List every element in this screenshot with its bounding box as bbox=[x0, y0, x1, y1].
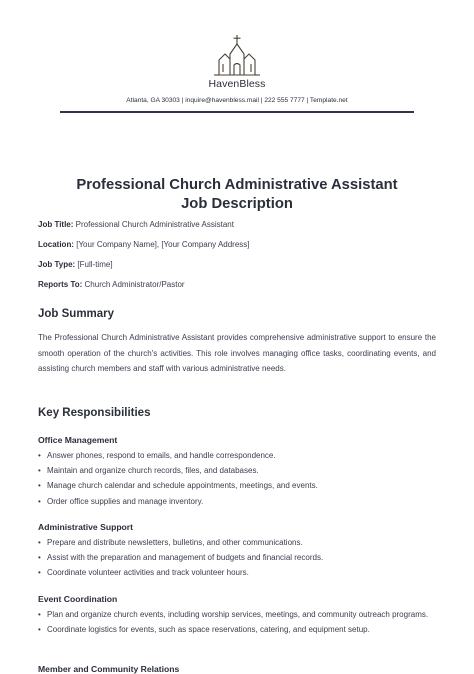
administrative-support-list bbox=[38, 535, 436, 581]
field-value: Professional Church Administrative Assistant bbox=[75, 220, 234, 229]
list-item: • Plan and organize church events, including worship services, meetings, and community outreach programs. bbox=[38, 607, 436, 622]
field-value: [Your Company Name], [Your Company Address] bbox=[76, 240, 250, 249]
section-heading-responsibilities: Key Responsibilities bbox=[38, 407, 151, 419]
subheading-member-community-relations: Member and Community Relations bbox=[38, 664, 180, 674]
field-label: Location: bbox=[38, 240, 74, 249]
field-label: Job Type: bbox=[38, 260, 76, 269]
field-value: Church Administrator/Pastor bbox=[84, 280, 185, 289]
field-label: Reports To: bbox=[38, 280, 83, 289]
office-management-list bbox=[38, 448, 436, 509]
subheading-office-management: Office Management bbox=[38, 435, 118, 445]
page-title bbox=[38, 176, 436, 214]
church-icon bbox=[211, 34, 263, 76]
subheading-event-coordination: Event Coordination bbox=[38, 594, 118, 604]
list-item: • Prepare and distribute newsletters, bulletins, and other communications. bbox=[38, 535, 436, 550]
field-reports-to bbox=[38, 280, 185, 289]
field-job-title bbox=[38, 220, 234, 229]
title-line-2: Job Description bbox=[181, 196, 293, 212]
list-item: • Order office supplies and manage inventory. bbox=[38, 494, 436, 509]
subheading-administrative-support: Administrative Support bbox=[38, 522, 134, 532]
brand-name: HavenBless bbox=[208, 78, 266, 90]
list-item: • Manage church calendar and schedule appointments, meetings, and events. bbox=[38, 478, 436, 493]
logo-block bbox=[0, 34, 474, 90]
title-line-1: Professional Church Administrative Assistant bbox=[76, 177, 398, 193]
list-item: • Coordinate logistics for events, such as space reservations, catering, and equipment setup. bbox=[38, 622, 436, 637]
summary-paragraph: The Professional Church Administrative Assistant provides comprehensive administrative support to ensure the smooth operation of the church's activities. This role involves managing office tasks, coordinating events, and assisting church members and staff with various administrative needs. bbox=[38, 333, 436, 373]
header-divider bbox=[60, 111, 414, 113]
event-coordination-list bbox=[38, 607, 436, 637]
list-item: • Assist with the preparation and management of budgets and financial records. bbox=[38, 550, 436, 565]
field-location bbox=[38, 240, 250, 249]
field-value: [Full-time] bbox=[77, 260, 113, 269]
contact-line: Atlanta, GA 30303 | inquire@havenbless.mail | 222 555 7777 | Template.net bbox=[126, 97, 348, 104]
field-job-type bbox=[38, 260, 113, 269]
field-label: Job Title: bbox=[38, 220, 74, 229]
list-item: • Coordinate volunteer activities and track volunteer hours. bbox=[38, 565, 436, 580]
list-item: • Answer phones, respond to emails, and handle correspondence. bbox=[38, 448, 436, 463]
list-item: • Maintain and organize church records, files, and databases. bbox=[38, 463, 436, 478]
section-heading-summary: Job Summary bbox=[38, 308, 115, 320]
